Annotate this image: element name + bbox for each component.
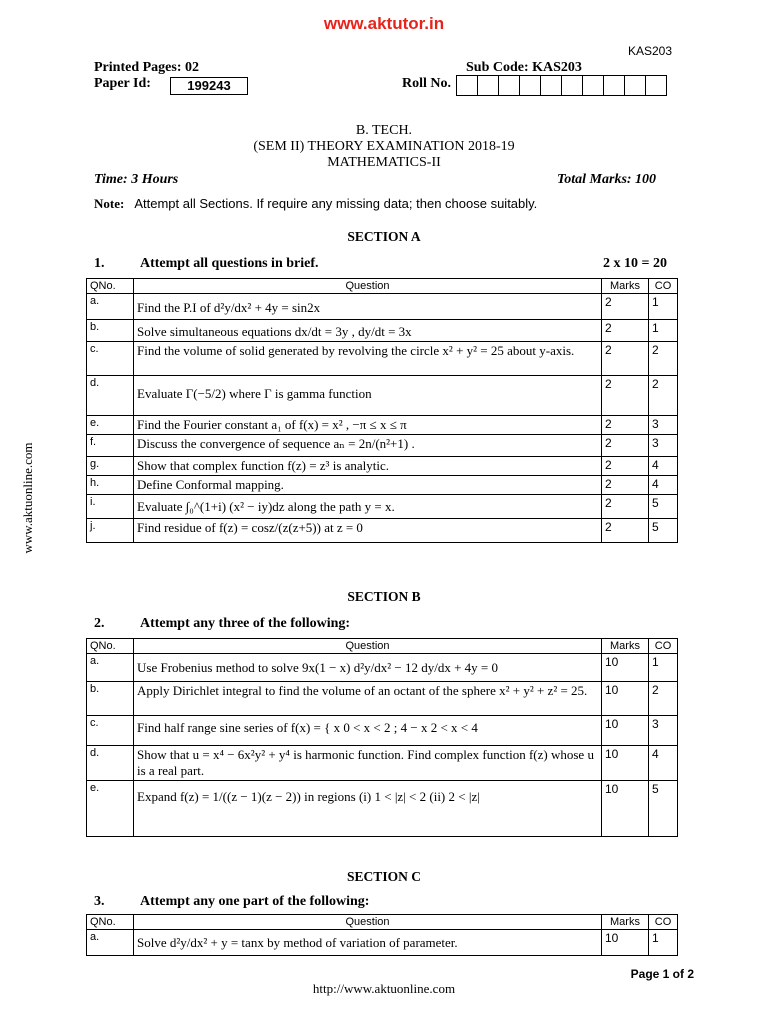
col-question: Question bbox=[134, 279, 602, 294]
question-text: Use Frobenius method to solve 9x(1 − x) d²y/dx² − 12 dy/dx + 4y = 0 bbox=[134, 654, 602, 682]
col-marks: Marks bbox=[602, 915, 649, 930]
marks: 2 bbox=[602, 495, 649, 519]
marks: 10 bbox=[602, 654, 649, 682]
side-watermark-url: www.aktuonline.com bbox=[20, 442, 35, 554]
marks: 10 bbox=[602, 746, 649, 781]
co: 1 bbox=[649, 294, 678, 320]
question-text: Find the P.I of d²y/dx² + 4y = sin2x bbox=[134, 294, 602, 320]
question-text: Find the Fourier constant a₁ of f(x) = x² , −π ≤ x ≤ π bbox=[134, 416, 602, 435]
marks: 2 bbox=[602, 320, 649, 342]
qno: a. bbox=[87, 930, 134, 956]
exam-title: (SEM II) THEORY EXAMINATION 2018-19 bbox=[253, 139, 515, 154]
degree: B. TECH. bbox=[355, 123, 413, 138]
subject-code-top: KAS203 bbox=[627, 44, 672, 58]
time: Time: 3 Hours bbox=[94, 172, 179, 187]
qno: f. bbox=[87, 435, 134, 457]
marks: 2 bbox=[602, 416, 649, 435]
qno: a. bbox=[87, 294, 134, 320]
roll-no-boxes bbox=[456, 75, 667, 96]
marks: 10 bbox=[602, 682, 649, 716]
q2-instruction: Attempt any three of the following: bbox=[140, 616, 351, 631]
question-text: Solve simultaneous equations dx/dt = 3y , dy/dt = 3x bbox=[134, 320, 602, 342]
section-a-table bbox=[86, 278, 678, 543]
marks: 2 bbox=[602, 457, 649, 476]
question-text: Define Conformal mapping. bbox=[134, 476, 602, 495]
paper-id-box: 199243 bbox=[170, 77, 248, 95]
co: 4 bbox=[649, 457, 678, 476]
co: 5 bbox=[649, 495, 678, 519]
co: 2 bbox=[649, 376, 678, 416]
qno: b. bbox=[87, 682, 134, 716]
paper-id-label: Paper Id: bbox=[94, 76, 151, 91]
col-question: Question bbox=[134, 639, 602, 654]
col-qno: QNo. bbox=[87, 639, 134, 654]
subject-title: MATHEMATICS-II bbox=[327, 155, 441, 170]
qno: b. bbox=[87, 320, 134, 342]
col-qno: QNo. bbox=[87, 915, 134, 930]
q3-number: 3. bbox=[94, 894, 105, 909]
col-co: CO bbox=[649, 915, 678, 930]
co: 1 bbox=[649, 930, 678, 956]
section-c-table bbox=[86, 914, 678, 956]
qno: g. bbox=[87, 457, 134, 476]
qno: h. bbox=[87, 476, 134, 495]
col-question: Question bbox=[134, 915, 602, 930]
co: 3 bbox=[649, 716, 678, 746]
marks: 2 bbox=[602, 342, 649, 376]
section-b-table bbox=[86, 638, 678, 837]
q1-marks: 2 x 10 = 20 bbox=[603, 256, 667, 271]
col-co: CO bbox=[649, 639, 678, 654]
section-c-title: SECTION C bbox=[347, 869, 421, 884]
co: 2 bbox=[649, 682, 678, 716]
note-text: Attempt all Sections. If require any missing data; then choose suitably. bbox=[134, 196, 538, 211]
footer-url-link[interactable]: http://www.aktuonline.com bbox=[312, 981, 456, 996]
q3-instruction: Attempt any one part of the following: bbox=[140, 894, 370, 909]
site-header-link[interactable]: www.aktutor.in bbox=[323, 14, 445, 33]
co: 5 bbox=[649, 781, 678, 837]
printed-pages: Printed Pages: 02 bbox=[94, 60, 199, 75]
section-a-title: SECTION A bbox=[347, 229, 421, 244]
qno: e. bbox=[87, 781, 134, 837]
co: 1 bbox=[649, 320, 678, 342]
sub-code: Sub Code: KAS203 bbox=[466, 60, 582, 75]
question-text: Evaluate ∫₀^(1+i) (x² − iy)dz along the path y = x. bbox=[134, 495, 602, 519]
question-text: Solve d²y/dx² + y = tanx by method of variation of parameter. bbox=[134, 930, 602, 956]
qno: d. bbox=[87, 746, 134, 781]
marks: 2 bbox=[602, 435, 649, 457]
q1-number: 1. bbox=[94, 256, 105, 271]
marks: 2 bbox=[602, 519, 649, 543]
note-label: Note: bbox=[94, 196, 125, 211]
marks: 10 bbox=[602, 781, 649, 837]
qno: d. bbox=[87, 376, 134, 416]
question-text: Discuss the convergence of sequence aₙ = 2n/(n²+1) . bbox=[134, 435, 602, 457]
qno: j. bbox=[87, 519, 134, 543]
roll-no-label: Roll No. bbox=[402, 76, 451, 91]
co: 4 bbox=[649, 476, 678, 495]
q2-number: 2. bbox=[94, 616, 105, 631]
question-text: Evaluate Γ(−5/2) where Γ is gamma function bbox=[134, 376, 602, 416]
marks: 10 bbox=[602, 930, 649, 956]
co: 2 bbox=[649, 342, 678, 376]
col-marks: Marks bbox=[602, 639, 649, 654]
co: 5 bbox=[649, 519, 678, 543]
qno: c. bbox=[87, 342, 134, 376]
question-text: Show that u = x⁴ − 6x²y² + y⁴ is harmonic function. Find complex function f(z) whose u is a real part. bbox=[134, 746, 602, 781]
question-text: Find residue of f(z) = cosz/(z(z+5)) at z = 0 bbox=[134, 519, 602, 543]
total-marks: Total Marks: 100 bbox=[557, 172, 657, 187]
col-marks: Marks bbox=[602, 279, 649, 294]
marks: 10 bbox=[602, 716, 649, 746]
co: 1 bbox=[649, 654, 678, 682]
qno: e. bbox=[87, 416, 134, 435]
marks: 2 bbox=[602, 476, 649, 495]
question-text: Apply Dirichlet integral to find the volume of an octant of the sphere x² + y² + z² = 25. bbox=[134, 682, 602, 716]
note bbox=[94, 196, 537, 212]
section-b-title: SECTION B bbox=[347, 589, 421, 604]
co: 3 bbox=[649, 435, 678, 457]
marks: 2 bbox=[602, 294, 649, 320]
page-number: Page 1 of 2 bbox=[630, 967, 694, 981]
qno: i. bbox=[87, 495, 134, 519]
question-text: Find the volume of solid generated by revolving the circle x² + y² = 25 about y-axis. bbox=[134, 342, 602, 376]
co: 4 bbox=[649, 746, 678, 781]
question-text: Show that complex function f(z) = z³ is analytic. bbox=[134, 457, 602, 476]
co: 3 bbox=[649, 416, 678, 435]
question-text: Find half range sine series of f(x) = { x 0 < x < 2 ; 4 − x 2 < x < 4 bbox=[134, 716, 602, 746]
question-text: Expand f(z) = 1/((z − 1)(z − 2)) in regions (i) 1 < |z| < 2 (ii) 2 < |z| bbox=[134, 781, 602, 837]
qno: c. bbox=[87, 716, 134, 746]
q1-instruction: Attempt all questions in brief. bbox=[140, 256, 319, 271]
qno: a. bbox=[87, 654, 134, 682]
col-co: CO bbox=[649, 279, 678, 294]
col-qno: QNo. bbox=[87, 279, 134, 294]
marks: 2 bbox=[602, 376, 649, 416]
